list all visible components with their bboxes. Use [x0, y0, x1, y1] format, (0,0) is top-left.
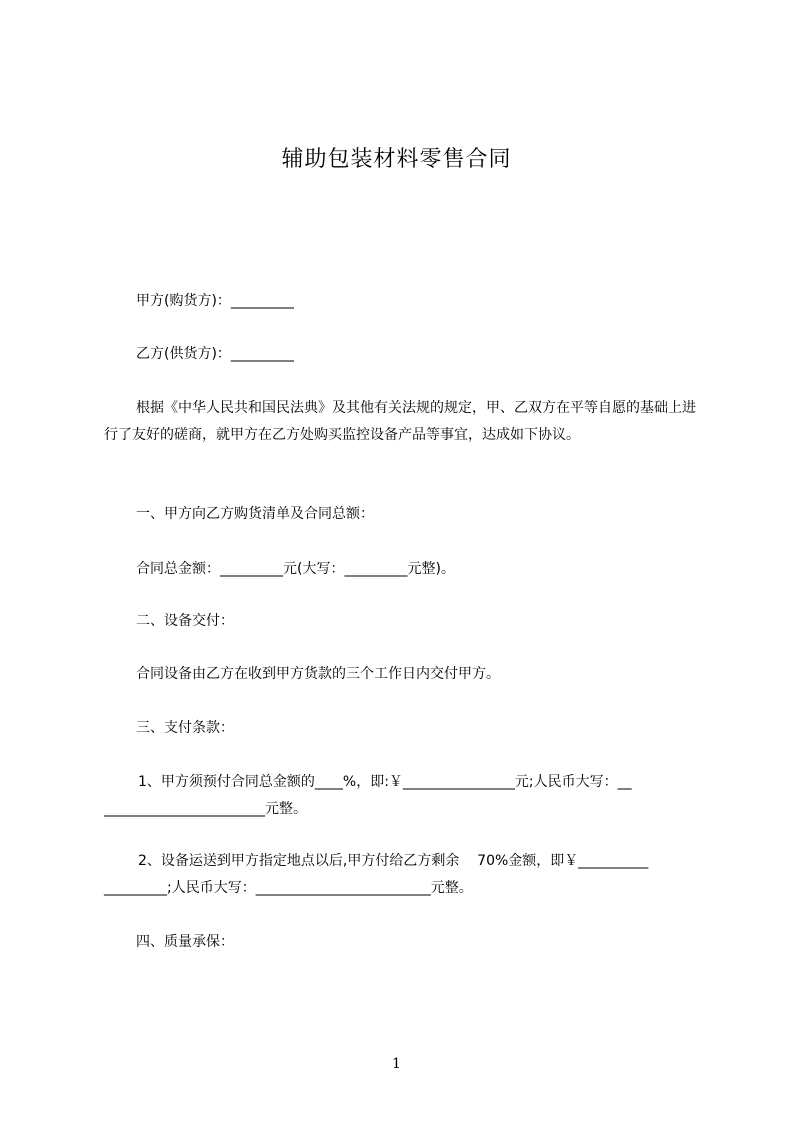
- payment-1-line-1: 1、甲方须预付合同总金额的____%，即:￥________________元;人民币大写：__: [138, 774, 632, 790]
- section-3-heading: 三、支付条款：: [136, 720, 234, 736]
- payment-1-line-2: _______________________元整。: [104, 801, 307, 817]
- party-a-line: 甲方(购货方)：_________: [136, 293, 294, 309]
- section-4-heading: 四、质量承保：: [136, 934, 234, 950]
- delivery-line: 合同设备由乙方在收到甲方货款的三个工作日内交付甲方。: [136, 666, 500, 682]
- section-1-heading: 一、甲方向乙方购货清单及合同总额：: [136, 506, 374, 522]
- party-b-line: 乙方(供货方)：_________: [136, 346, 294, 362]
- payment-2-line-1: 2、设备运送到甲方指定地点以后,甲方付给乙方剩余 70%金额，即￥__________: [138, 853, 649, 869]
- payment-2-line-2: _________;人民币大写：_________________________元整。: [104, 880, 473, 896]
- preamble-paragraph: 根据《中华人民共和国民法典》及其他有关法规的规定，甲、乙双方在平等自愿的基础上进行了友好的磋商，就甲方在乙方处购买监控设备产品等事宜，达成如下协议。: [104, 400, 696, 443]
- page-number: 1: [392, 1056, 401, 1072]
- document-title: 辅助包装材料零售合同: [281, 147, 512, 172]
- section-2-heading: 二、设备交付：: [136, 613, 234, 629]
- total-amount-line: 合同总金额：_________元(大写：_________元整)。: [136, 561, 455, 577]
